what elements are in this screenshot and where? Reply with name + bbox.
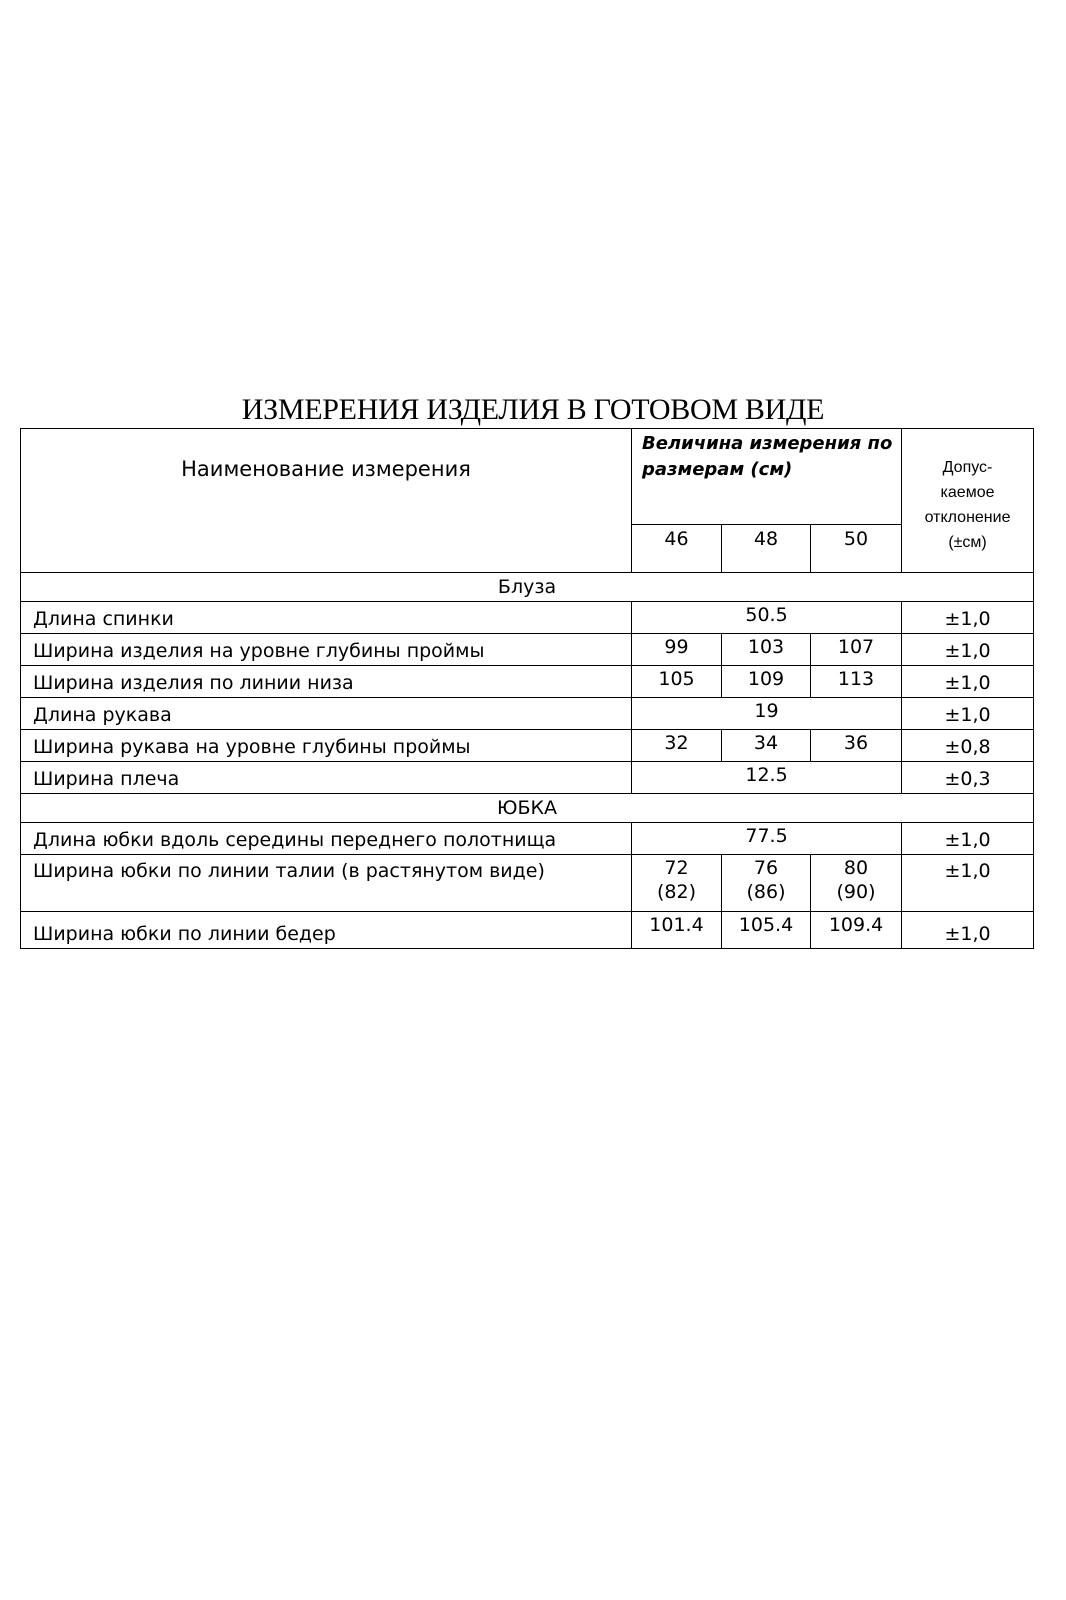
tolerance-value: ±1,0: [902, 666, 1034, 698]
measurement-value-all-sizes: 12.5: [632, 762, 902, 794]
table-row: [21, 912, 1034, 949]
table-row: [21, 762, 1034, 794]
measurement-name: Длина спинки: [21, 602, 632, 634]
measurement-value-48: 34: [722, 730, 811, 762]
measurement-value-50: [811, 855, 902, 912]
section-title-blouse: Блуза: [21, 573, 1034, 602]
measurement-name: Длина рукава: [21, 698, 632, 730]
table-row: [21, 634, 1034, 666]
measurement-value-50: 36: [811, 730, 902, 762]
tolerance-value: ±0,3: [902, 762, 1034, 794]
measurement-value-46: 99: [632, 634, 722, 666]
value-main: 80: [843, 857, 869, 879]
tolerance-line: каемое: [940, 483, 995, 501]
value-main: 72: [664, 857, 689, 879]
tolerance-value: ±1,0: [902, 602, 1034, 634]
table-row: [21, 823, 1034, 855]
measurement-value-all-sizes: 19: [632, 698, 902, 730]
measurement-value-50: 113: [811, 666, 902, 698]
measurement-name: Ширина рукава на уровне глубины проймы: [21, 730, 632, 762]
measurement-value-48: 103: [722, 634, 811, 666]
measurement-value-46: 105: [632, 666, 722, 698]
header-size-group: Величина измерения по размерам (см): [632, 429, 902, 525]
measurement-name: Ширина изделия на уровне глубины проймы: [21, 634, 632, 666]
measurement-name: Ширина юбки по линии бедер: [21, 912, 632, 949]
measurement-value-all-sizes: 50.5: [632, 602, 902, 634]
measurement-name: Ширина изделия по линии низа: [21, 666, 632, 698]
tolerance-value: ±1,0: [902, 855, 1034, 912]
measurement-name: Длина юбки вдоль середины переднего полотнища: [21, 823, 632, 855]
measurement-value-48: 105.4: [722, 912, 811, 949]
measurement-value-48: [722, 855, 811, 912]
value-main: 76: [753, 857, 779, 879]
measurements-table: [20, 428, 1034, 949]
measurement-value-48: 109: [722, 666, 811, 698]
tolerance-line: (±см): [948, 533, 987, 551]
header-tolerance: [902, 429, 1034, 573]
header-size-50: 50: [811, 525, 902, 573]
measurement-value-50: 107: [811, 634, 902, 666]
measurement-name: Ширина плеча: [21, 762, 632, 794]
document-title: ИЗМЕРЕНИЯ ИЗДЕЛИЯ В ГОТОВОМ ВИДЕ: [241, 393, 825, 426]
value-stretched: (86): [746, 881, 786, 903]
tolerance-value: ±1,0: [902, 698, 1034, 730]
section-title-skirt: ЮБКА: [21, 794, 1034, 823]
measurement-value-46: 32: [632, 730, 722, 762]
measurement-name: Ширина юбки по линии талии (в растянутом виде): [21, 855, 632, 912]
tolerance-value: ±1,0: [902, 823, 1034, 855]
value-stretched: (82): [656, 881, 696, 903]
table-row: [21, 666, 1034, 698]
table-row: [21, 698, 1034, 730]
tolerance-value: ±1,0: [902, 912, 1034, 949]
header-measurement-name: Наименование измерения: [21, 429, 632, 573]
table-row: [21, 602, 1034, 634]
tolerance-line: отклонение: [924, 508, 1011, 526]
measurement-value-50: 109.4: [811, 912, 902, 949]
value-stretched: (90): [836, 881, 876, 903]
tolerance-line: Допус-: [942, 458, 993, 476]
tolerance-value: ±1,0: [902, 634, 1034, 666]
measurement-value-all-sizes: 77.5: [632, 823, 902, 855]
measurement-value-46: [632, 855, 722, 912]
table-row: [21, 730, 1034, 762]
header-size-46: 46: [632, 525, 722, 573]
measurement-value-46: 101.4: [632, 912, 722, 949]
header-size-48: 48: [722, 525, 811, 573]
table-row: [21, 855, 1034, 912]
tolerance-value: ±0,8: [902, 730, 1034, 762]
